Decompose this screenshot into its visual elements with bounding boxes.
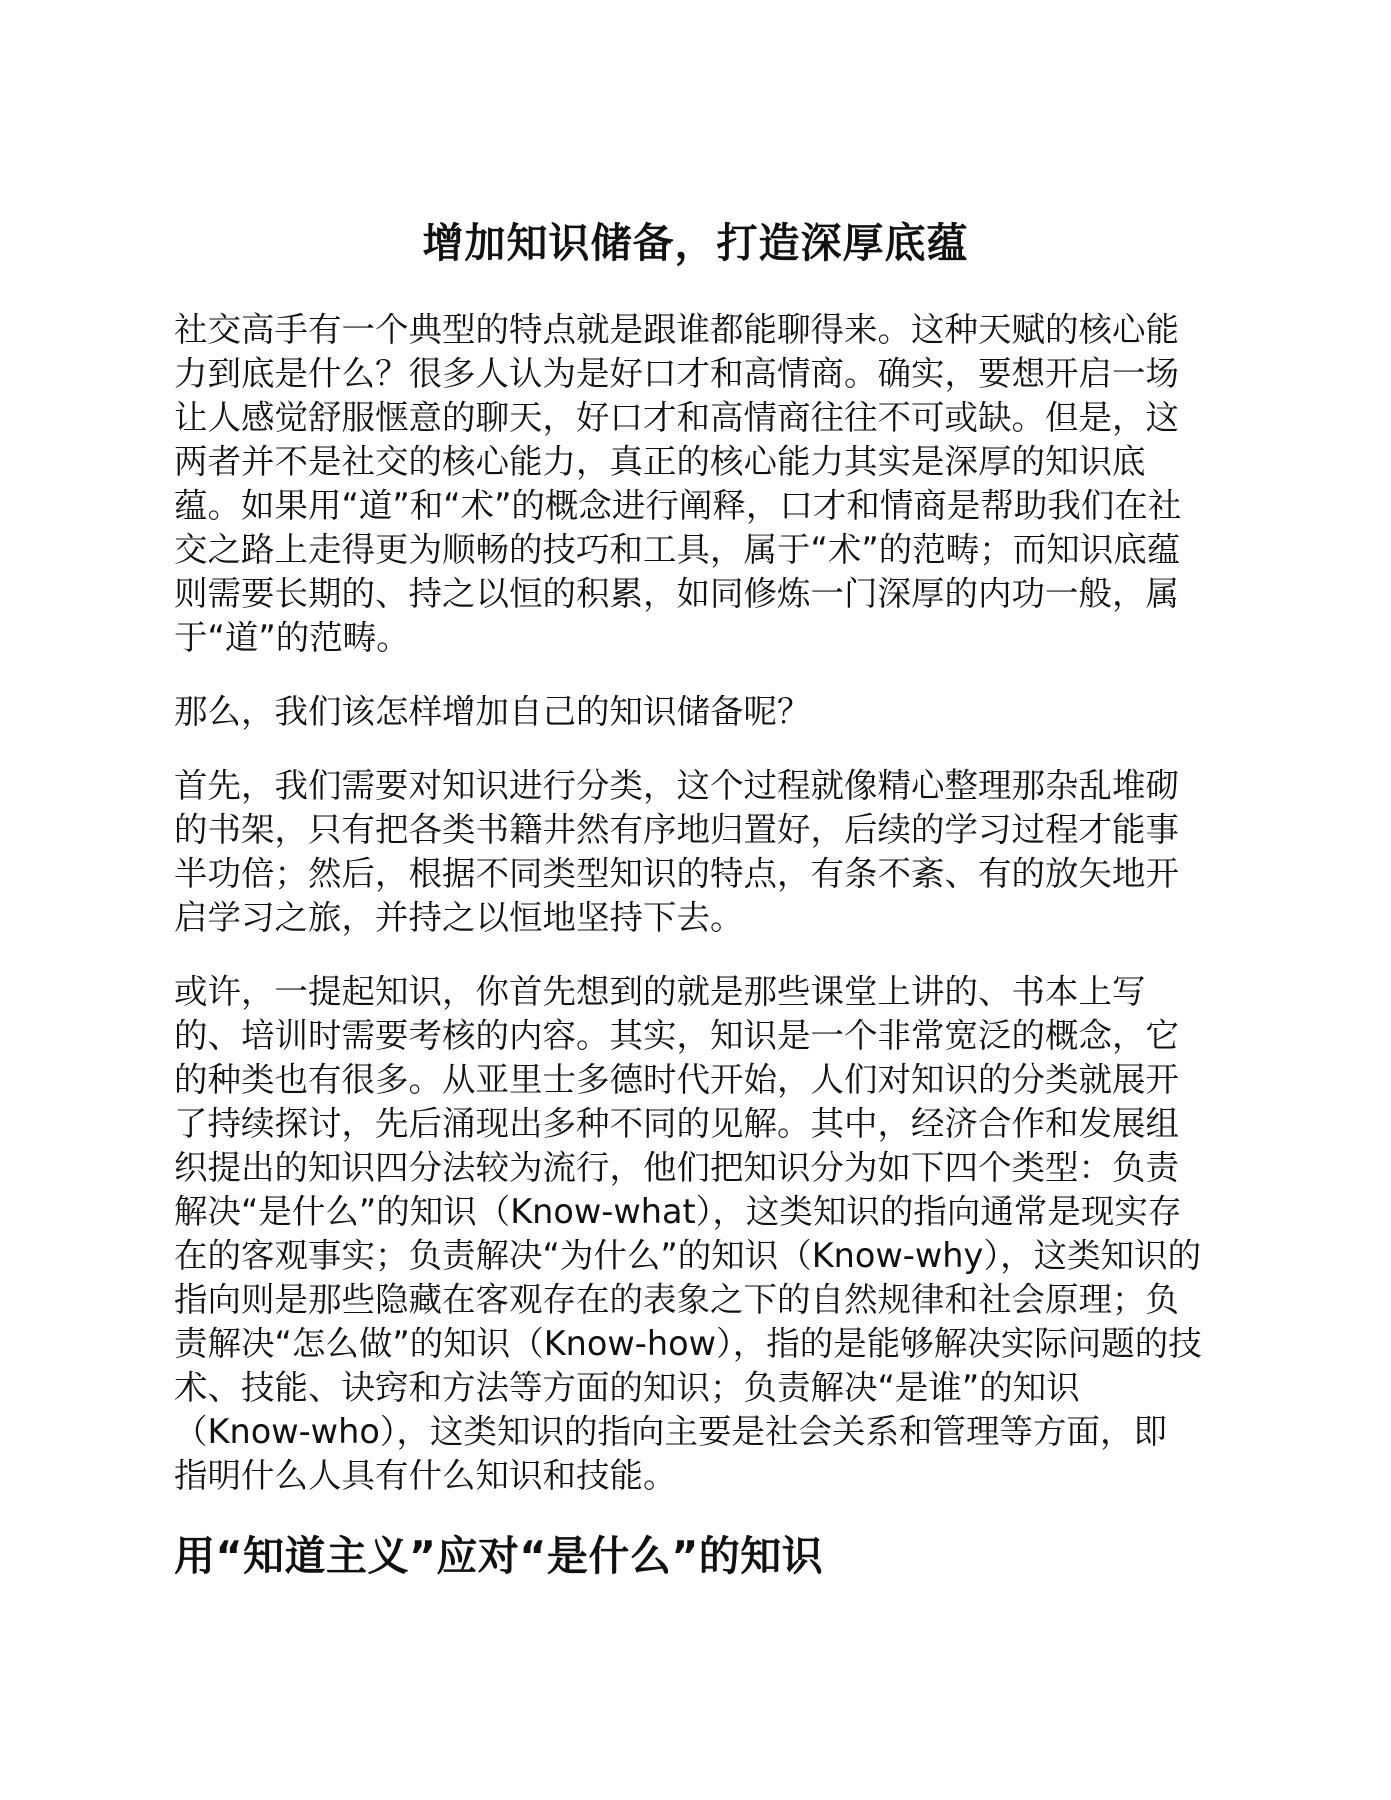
text-line: 在的客观事实；负责解决“为什么”的知识（Know-why），这类知识的 [174, 1236, 1202, 1275]
text-line: 责解决“怎么做”的知识（Know-how），指的是能够解决实际问题的技 [174, 1324, 1202, 1363]
paragraph-knowledge-types [174, 970, 1204, 1498]
text-line: 两者并不是社交的核心能力，真正的核心能力其实是深厚的知识底 [174, 442, 1146, 481]
text-line: 半功倍；然后，根据不同类型知识的特点，有条不紊、有的放矢地开 [174, 854, 1179, 893]
paragraph-question [174, 690, 1204, 734]
text-line: 的书架，只有把各类书籍井然有序地归置好，后续的学习过程才能事 [174, 810, 1179, 849]
text-line: 或许，一提起知识，你首先想到的就是那些课堂上讲的、书本上写 [174, 972, 1146, 1011]
text-line: 指向则是那些隐藏在客观存在的表象之下的自然规律和社会原理；负 [174, 1280, 1179, 1319]
text-line: 让人感觉舒服惬意的聊天，好口才和高情商往往不可或缺。但是，这 [174, 398, 1179, 437]
text-line: 术、技能、诀窍和方法等方面的知识；负责解决“是谁”的知识 [174, 1368, 1080, 1407]
text-line: 力到底是什么？很多人认为是好口才和高情商。确实，要想开启一场 [174, 354, 1179, 393]
text-line: 那么，我们该怎样增加自己的知识储备呢？ [174, 692, 811, 731]
text-line: 了持续探讨，先后涌现出多种不同的见解。其中，经济合作和发展组 [174, 1104, 1179, 1143]
section-heading: 用“知道主义”应对“是什么”的知识 [174, 1532, 824, 1580]
text-line: 的、培训时需要考核的内容。其实，知识是一个非常宽泛的概念，它 [174, 1016, 1179, 1055]
text-line: 则需要长期的、持之以恒的积累，如同修炼一门深厚的内功一般，属 [174, 574, 1179, 613]
text-line: 首先，我们需要对知识进行分类，这个过程就像精心整理那杂乱堆砌 [174, 766, 1179, 805]
text-line: 的种类也有很多。从亚里士多德时代开始，人们对知识的分类就展开 [174, 1060, 1179, 1099]
document-body [174, 308, 1204, 1584]
paragraph-method [174, 764, 1204, 940]
text-line: 交之路上走得更为顺畅的技巧和工具，属于“术”的范畴；而知识底蕴 [174, 530, 1181, 569]
text-line: 指明什么人具有什么知识和技能。 [174, 1456, 677, 1495]
text-line: （Know-who），这类知识的指向主要是社会关系和管理等方面，即 [174, 1412, 1168, 1451]
text-line: 启学习之旅，并持之以恒地坚持下去。 [174, 898, 744, 937]
text-line: 社交高手有一个典型的特点就是跟谁都能聊得来。这种天赋的核心能 [174, 310, 1179, 349]
paragraph-intro [174, 308, 1204, 660]
text-line: 织提出的知识四分法较为流行，他们把知识分为如下四个类型：负责 [174, 1148, 1179, 1187]
text-line: 解决“是什么”的知识（Know-what），这类知识的指向通常是现实存 [174, 1192, 1182, 1231]
text-line: 于“道”的范畴。 [174, 618, 410, 657]
page-title: 增加知识储备，打造深厚底蕴 [422, 219, 969, 267]
text-line: 蕴。如果用“道”和“术”的概念进行阐释，口才和情商是帮助我们在社 [174, 486, 1182, 525]
